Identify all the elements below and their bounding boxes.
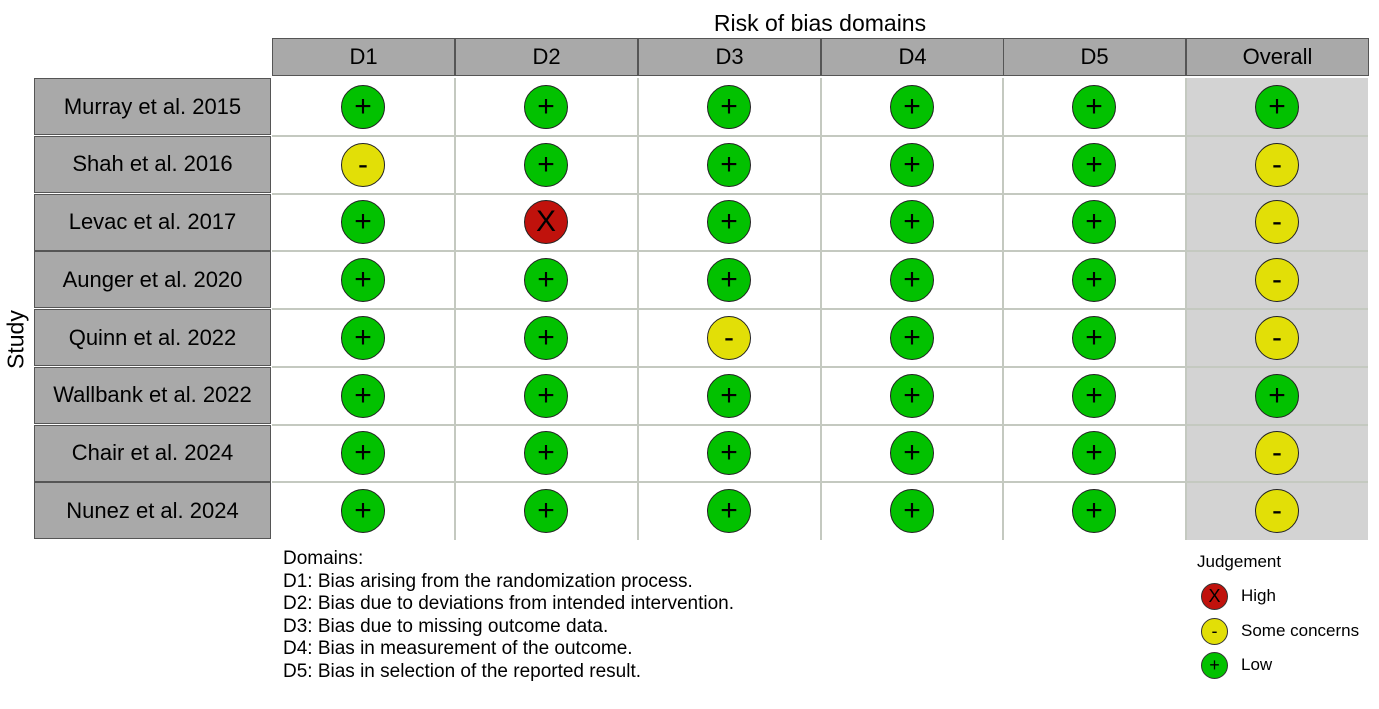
study-row-header: Nunez et al. 2024 (34, 482, 271, 539)
row-gridline (272, 193, 1368, 195)
row-gridline (272, 135, 1368, 137)
judgement-low-icon: + (1072, 85, 1116, 129)
judgement-some-concerns-icon: - (707, 316, 751, 360)
study-row-header: Shah et al. 2016 (34, 136, 271, 193)
judgement-low-icon: + (707, 258, 751, 302)
judgement-some-concerns-icon: - (1255, 431, 1299, 475)
judgement-low-icon: + (1072, 316, 1116, 360)
judgement-low-icon: + (524, 143, 568, 187)
study-row-header: Quinn et al. 2022 (34, 309, 271, 366)
judgement-low-icon: + (1072, 489, 1116, 533)
y-axis-label: Study (2, 310, 29, 370)
legend-item-some-concerns (1201, 617, 1359, 645)
domain-note-d2: D2: Bias due to deviations from intended intervention. (283, 593, 734, 614)
judgement-low-icon: + (707, 489, 751, 533)
judgement-low-icon: + (524, 489, 568, 533)
column-header-overall: Overall (1186, 38, 1369, 76)
study-row-header: Murray et al. 2015 (34, 78, 271, 135)
legend-title: Judgement (1197, 552, 1282, 571)
judgement-low-icon: + (707, 374, 751, 418)
row-gridline (272, 424, 1368, 426)
judgement-low-icon: + (341, 489, 385, 533)
judgement-low-icon: + (524, 258, 568, 302)
judgement-low-icon: + (890, 316, 934, 360)
judgement-low-icon: + (1072, 143, 1116, 187)
judgement-low-icon: + (707, 431, 751, 475)
judgement-low-icon: + (1072, 258, 1116, 302)
judgement-low-icon: + (890, 374, 934, 418)
judgement-low-icon: + (341, 85, 385, 129)
judgement-some-concerns-icon: - (1255, 200, 1299, 244)
judgement-low-icon: + (524, 431, 568, 475)
judgement-low-icon: + (341, 316, 385, 360)
high-legend-icon: X (1201, 583, 1228, 610)
judgement-low-icon: + (890, 200, 934, 244)
legend-label-some-concerns: Some concerns (1241, 621, 1360, 640)
judgement-high-icon: X (524, 200, 568, 244)
row-gridline (272, 308, 1368, 310)
column-header-d4: D4 (821, 38, 1004, 76)
legend-label-low: Low (1241, 655, 1273, 674)
judgement-low-icon: + (341, 258, 385, 302)
judgement-low-icon: + (890, 489, 934, 533)
study-row-header: Wallbank et al. 2022 (34, 367, 271, 424)
row-gridline (272, 481, 1368, 483)
domains-heading: Domains: (283, 548, 364, 569)
judgement-low-icon: + (524, 85, 568, 129)
judgement-low-icon: + (524, 374, 568, 418)
judgement-low-icon: + (341, 431, 385, 475)
judgement-low-icon: + (707, 143, 751, 187)
column-header-d5: D5 (1003, 38, 1186, 76)
column-header-d3: D3 (638, 38, 821, 76)
chart-title: Risk of bias domains (713, 10, 927, 36)
domain-note-d1: D1: Bias arising from the randomization process. (283, 570, 693, 592)
judgement-low-icon: + (707, 200, 751, 244)
column-header-d2: D2 (455, 38, 638, 76)
judgement-low-icon: + (890, 258, 934, 302)
judgement-low-icon: + (890, 143, 934, 187)
some-concerns-legend-icon: - (1201, 618, 1228, 645)
row-gridline (272, 250, 1368, 252)
study-row-header: Aunger et al. 2020 (34, 251, 271, 308)
legend-item-low (1201, 651, 1272, 679)
low-legend-icon: + (1201, 652, 1228, 679)
judgement-low-icon: + (1072, 200, 1116, 244)
domain-note-d3: D3: Bias due to missing outcome data. (283, 615, 609, 637)
domain-note-d5: D5: Bias in selection of the reported result. (283, 660, 642, 682)
study-row-header: Chair et al. 2024 (34, 425, 271, 482)
judgement-low-icon: + (890, 85, 934, 129)
domain-notes (283, 548, 734, 683)
row-gridline (272, 366, 1368, 368)
legend-item-high (1201, 582, 1276, 610)
judgement-low-icon: + (1072, 431, 1116, 475)
judgement-some-concerns-icon: - (1255, 316, 1299, 360)
judgement-some-concerns-icon: - (1255, 258, 1299, 302)
judgement-low-icon: + (524, 316, 568, 360)
column-header-d1: D1 (272, 38, 455, 76)
judgement-some-concerns-icon: - (341, 143, 385, 187)
judgement-some-concerns-icon: - (1255, 143, 1299, 187)
judgement-low-icon: + (341, 200, 385, 244)
judgement-low-icon: + (1255, 374, 1299, 418)
judgement-low-icon: + (707, 85, 751, 129)
judgement-low-icon: + (1255, 85, 1299, 129)
judgement-some-concerns-icon: - (1255, 489, 1299, 533)
judgement-low-icon: + (341, 374, 385, 418)
domain-note-d4: D4: Bias in measurement of the outcome. (283, 638, 633, 659)
study-row-header: Levac et al. 2017 (34, 194, 271, 251)
legend-label-high: High (1241, 586, 1276, 605)
judgement-low-icon: + (890, 431, 934, 475)
judgement-low-icon: + (1072, 374, 1116, 418)
